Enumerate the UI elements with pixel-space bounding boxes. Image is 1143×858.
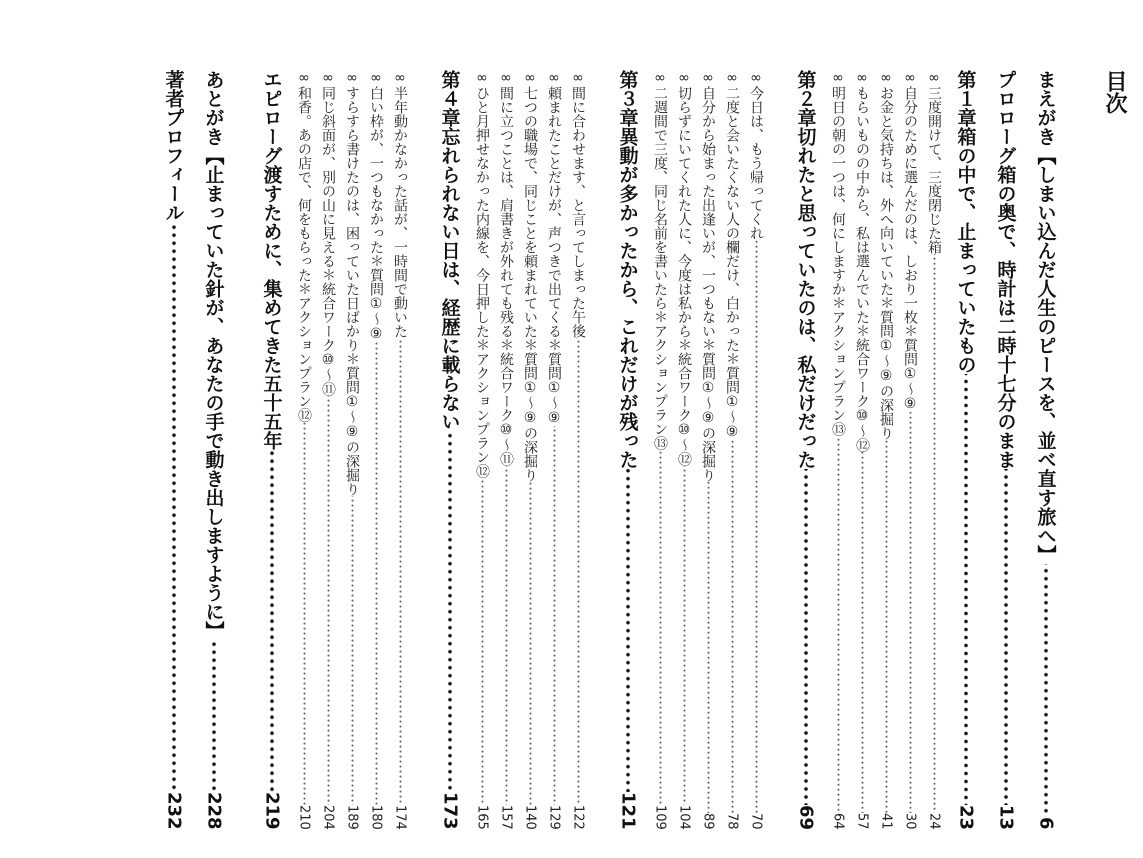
dot-leader bbox=[474, 478, 490, 805]
toc-item[interactable] bbox=[364, 70, 388, 830]
dot-leader bbox=[198, 640, 230, 792]
toc-entry-label: ∞自分から始まった出逢いが、一つもない＊質問①～⑨の深掘り bbox=[700, 70, 716, 482]
toc-entry-label: ∞自分のために選んだのは、しおり一枚＊質問①～⑨ bbox=[902, 70, 918, 412]
dot-leader bbox=[392, 338, 408, 805]
toc-page-number: 30 bbox=[902, 813, 918, 830]
toc-heading[interactable] bbox=[154, 70, 194, 830]
dot-leader bbox=[256, 450, 288, 792]
toc-entry-label: ∞二度と会いたくない人の欄だけ、白かった＊質問①～⑨ bbox=[724, 70, 740, 440]
toc-entry-label: あとがき【止まっていた針が、あなたの手で動き出しますように】 bbox=[202, 70, 225, 640]
toc-page-number: 122 bbox=[570, 805, 586, 830]
toc-page-number: 23 bbox=[955, 804, 977, 830]
toc-heading[interactable] bbox=[1026, 70, 1066, 830]
toc-entry-label: ∞白い枠が、一つもなかった＊質問①～⑨ bbox=[368, 70, 384, 342]
toc-item[interactable] bbox=[518, 70, 542, 830]
toc-item[interactable] bbox=[388, 70, 412, 830]
toc-page-number: 228 bbox=[203, 792, 225, 830]
toc-heading[interactable] bbox=[430, 70, 470, 830]
toc-item[interactable] bbox=[898, 70, 922, 830]
toc-entry-label: プロローグ箱の奥で、時計は二時十七分のまま bbox=[994, 70, 1017, 469]
toc-entry-label: ∞三度開けて、三度閉じた箱 bbox=[926, 70, 942, 254]
toc-entry-label: ∞間に立つことは、肩書きが外れても残る＊統合ワーク⑩～⑪ bbox=[498, 70, 514, 466]
toc-page-number: 13 bbox=[995, 804, 1017, 830]
dot-leader bbox=[612, 469, 644, 792]
toc-page-number: 24 bbox=[926, 813, 942, 830]
toc-title-text: 目次 bbox=[1102, 70, 1127, 114]
dot-leader bbox=[522, 482, 538, 805]
toc-entry-label: まえがき【しまい込んだ人生のピースを、並べ直す旅へ】 bbox=[1034, 70, 1057, 564]
toc-entry-label: エピローグ渡すために、集めてきた五十五年 bbox=[260, 70, 283, 450]
toc-heading[interactable] bbox=[252, 70, 292, 830]
toc-entry-label: 第４章忘れられない日は、経歴に載らない bbox=[438, 70, 461, 431]
dot-leader bbox=[724, 440, 740, 813]
toc-page-number: 189 bbox=[344, 805, 360, 830]
toc-title bbox=[1086, 70, 1130, 830]
toc-page-number: 210 bbox=[296, 805, 312, 830]
dot-leader bbox=[830, 436, 846, 813]
toc-page-number: 57 bbox=[854, 813, 870, 830]
dot-leader bbox=[790, 469, 822, 805]
toc-entry-label: ∞間に合わせます、と言ってしまった午後 bbox=[570, 70, 586, 338]
toc-item[interactable] bbox=[470, 70, 494, 830]
toc-entry-label: ∞二週間で三度、同じ名前を書いたら＊アクションプラン⑬ bbox=[652, 70, 668, 450]
toc-page-number: 121 bbox=[617, 792, 639, 830]
toc-page-number: 180 bbox=[368, 805, 384, 830]
toc-page-number: 140 bbox=[522, 805, 538, 830]
dot-leader bbox=[926, 254, 942, 813]
toc-entry-label: ∞和香。あの店で、何をもらった＊アクションプラン⑫ bbox=[296, 70, 312, 422]
toc-page-number: 69 bbox=[795, 804, 817, 830]
toc-entry-label: ∞同じ斜面が、別の山に見える＊統合ワーク⑩～⑪ bbox=[320, 70, 336, 396]
toc-heading[interactable] bbox=[986, 70, 1026, 830]
dot-leader bbox=[434, 431, 466, 792]
dot-leader bbox=[296, 422, 312, 805]
toc-entry-label: ∞七つの職場で、同じことを頼まれていた＊質問①～⑨の深掘り bbox=[522, 70, 538, 482]
toc-entry-label: ∞今日は、もう帰ってくれ bbox=[748, 70, 764, 240]
toc-page-number: 204 bbox=[320, 805, 336, 830]
toc-page-number: 174 bbox=[392, 805, 408, 830]
toc-entry-label: ∞お金と気持ちは、外へ向いていた＊質問①～⑨の深掘り bbox=[878, 70, 894, 440]
toc-heading[interactable] bbox=[786, 70, 826, 830]
toc-item[interactable] bbox=[672, 70, 696, 830]
dot-leader bbox=[546, 426, 562, 805]
toc-page-number: 157 bbox=[498, 805, 514, 830]
toc-item[interactable] bbox=[826, 70, 850, 830]
toc-item[interactable] bbox=[316, 70, 340, 830]
toc-heading[interactable] bbox=[946, 70, 986, 830]
dot-leader bbox=[1030, 564, 1062, 817]
toc-entry-label: ∞もらいものの中から、私は選んでいた＊統合ワーク⑩～⑫ bbox=[854, 70, 870, 452]
toc-page-number: 232 bbox=[163, 792, 185, 830]
toc-item[interactable] bbox=[874, 70, 898, 830]
toc-item[interactable] bbox=[494, 70, 518, 830]
toc-entry-label: ∞半年動かなかった話が、一時間で動いた bbox=[392, 70, 408, 338]
toc-page-number: 64 bbox=[830, 813, 846, 830]
table-of-contents bbox=[40, 70, 1130, 830]
toc-entry-label: 第１章箱の中で、止まっていたもの bbox=[954, 70, 977, 374]
dot-leader bbox=[878, 440, 894, 813]
dot-leader bbox=[320, 396, 336, 805]
dot-leader bbox=[902, 412, 918, 813]
dot-leader bbox=[344, 496, 360, 805]
toc-page-number: 78 bbox=[724, 813, 740, 830]
dot-leader bbox=[498, 466, 514, 805]
toc-page-number: 219 bbox=[261, 792, 283, 830]
toc-item[interactable] bbox=[720, 70, 744, 830]
toc-page-number: 41 bbox=[878, 813, 894, 830]
toc-page-number: 129 bbox=[546, 805, 562, 830]
toc-page-number: 6 bbox=[1035, 817, 1057, 830]
toc-item[interactable] bbox=[648, 70, 672, 830]
toc-page-number: 70 bbox=[748, 813, 764, 830]
dot-leader bbox=[950, 374, 982, 805]
toc-entry-label: ∞切らずにいてくれた人に、今度は私から＊統合ワーク⑩～⑫ bbox=[676, 70, 692, 466]
toc-page-number: 89 bbox=[700, 813, 716, 830]
toc-page-number: 173 bbox=[439, 792, 461, 830]
dot-leader bbox=[700, 482, 716, 813]
toc-item[interactable] bbox=[292, 70, 316, 830]
toc-entry-label: 第２章切れたと思っていたのは、私だけだった bbox=[794, 70, 817, 469]
toc-entry-label: ∞ひと月押せなかった内線を、今日押した＊アクションプラン⑫ bbox=[474, 70, 490, 478]
toc-entry-label: ∞すらすら書けたのは、困っていた日ばかり＊質問①～⑨の深掘り bbox=[344, 70, 360, 496]
toc-item[interactable] bbox=[744, 70, 768, 830]
dot-leader bbox=[570, 338, 586, 805]
toc-entry-label: ∞頼まれたことだけが、声つきで出てくる＊質問①～⑨ bbox=[546, 70, 562, 426]
dot-leader bbox=[368, 342, 384, 805]
dot-leader bbox=[676, 466, 692, 805]
dot-leader bbox=[748, 240, 764, 813]
dot-leader bbox=[990, 469, 1022, 805]
toc-entry-label: 著者プロフィール bbox=[162, 70, 185, 222]
toc-page-number: 104 bbox=[676, 805, 692, 830]
toc-heading[interactable] bbox=[608, 70, 648, 830]
toc-page-number: 109 bbox=[652, 805, 668, 830]
toc-item[interactable] bbox=[922, 70, 946, 830]
toc-page-number: 165 bbox=[474, 805, 490, 830]
toc-heading[interactable] bbox=[194, 70, 234, 830]
toc-entry-label: 第３章異動が多かったから、これだけが残った bbox=[616, 70, 639, 469]
toc-item[interactable] bbox=[696, 70, 720, 830]
toc-item[interactable] bbox=[340, 70, 364, 830]
dot-leader bbox=[652, 450, 668, 805]
toc-item[interactable] bbox=[850, 70, 874, 830]
toc-item[interactable] bbox=[542, 70, 566, 830]
toc-item[interactable] bbox=[566, 70, 590, 830]
dot-leader bbox=[854, 452, 870, 813]
dot-leader bbox=[158, 222, 190, 792]
toc-entry-label: ∞明日の朝の一つは、何にしますか＊アクションプラン⑬ bbox=[830, 70, 846, 436]
